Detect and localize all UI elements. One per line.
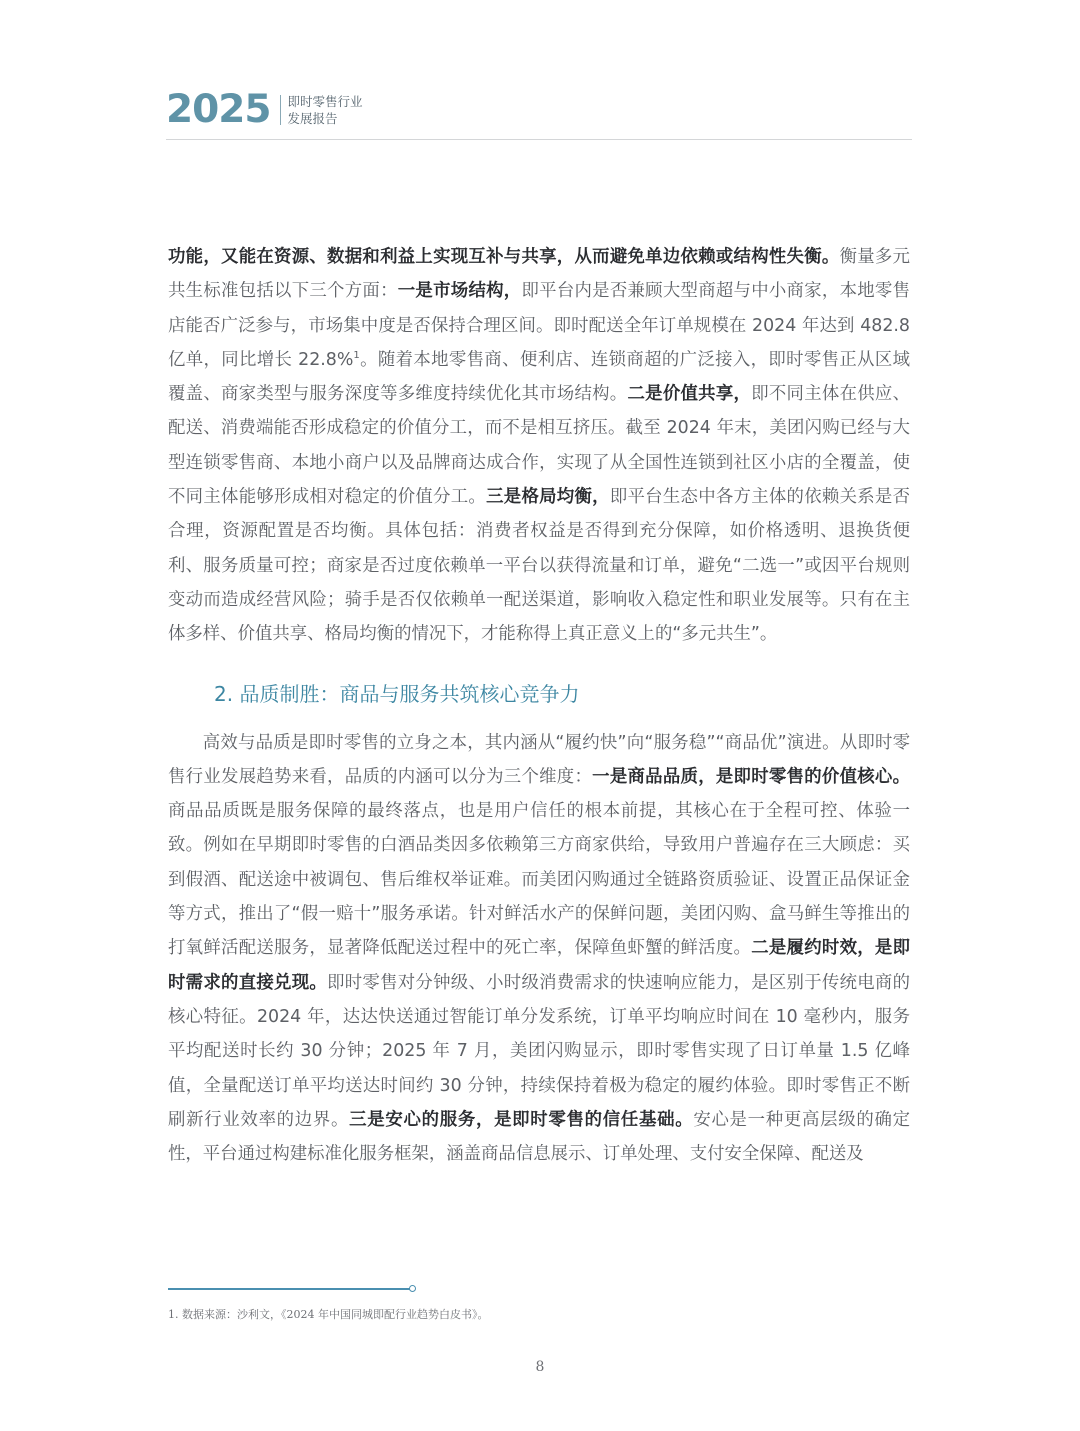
report-year: 2025 xyxy=(166,87,271,132)
section-heading: 2. 品质制胜：商品与服务共筑核心竞争力 xyxy=(214,681,580,706)
bold-product-quality: 一是商品品质，是即时零售的价值核心。 xyxy=(592,766,910,787)
header-divider xyxy=(280,95,281,125)
page-body xyxy=(168,240,910,1171)
footnote: 1. 数据来源：沙利文，《2024 年中国同城即配行业趋势白皮书》。 xyxy=(168,1308,489,1321)
footnote-rule xyxy=(168,1288,410,1290)
bold-reliable-service: 三是安心的服务，是即时零售的信任基础。 xyxy=(349,1109,694,1130)
text-span: 。随着本地零售商、便利店、连锁商超的广泛接入，即时零售正从区域覆盖、商家类型与服务深度等多维度持续优化其市场结构。 xyxy=(168,349,910,405)
page-number: 8 xyxy=(535,1359,545,1375)
paragraph-diversity xyxy=(168,240,910,652)
text-span: 商品品质既是服务保障的最终落点，也是用户信任的根本前提，其核心在于全程可控、体验一致。例如在早期即时零售的白酒品类因多依赖第三方商家供给，导致用户普遍存在三大顾虑：买到假酒、配送途中被调包、售后维权举证难。而美团闪购通过全链路资质验证、设置正品保证金等方式，推出了“假一赔十”服务承诺。针对鲜活水产的保鲜问题，美团闪购、盒马鲜生等推出的打氧鲜活配送服务，显著降低配送过程中的死亡率，保障鱼虾蟹的鲜活度。 xyxy=(168,801,910,959)
report-header xyxy=(166,88,363,132)
paragraph-quality xyxy=(168,726,910,1172)
footnote-ref[interactable]: 1 xyxy=(353,350,360,362)
header-rule xyxy=(166,139,912,140)
text-span: 即平台内是否兼顾大型商超与中小商家，本地零售店能否广泛参与，市场集中度是否保持合理区间。即时配送全年订单规模在 2024 年达到 482.8 亿单，同比增长 22.8% xyxy=(168,281,910,370)
report-title-line1: 即时零售行业 xyxy=(287,94,363,109)
bold-value-sharing: 二是价值共享， xyxy=(627,384,752,405)
report-title-line2: 发展报告 xyxy=(287,111,338,126)
footnote-rule-dot xyxy=(409,1285,416,1292)
bold-fulfillment: 二是履约时效，是即时需求的直接兑现。 xyxy=(168,938,910,993)
text-span: 即时零售对分钟级、小时级消费需求的快速响应能力，是区别于传统电商的核心特征。2024 年，达达快送通过智能订单分发系统，订单平均响应时间在 10 毫秒内，服务平均配送时长约 30 分钟；2025 年 7 月，美团闪购显示，即时零售实现了日订单量 1.5 亿峰值，全量配送订单平均送达时间约 30 分钟，持续保持着极为稳定的履约体验。即时零售正不断刷新行业效率的边界。 xyxy=(168,972,910,1130)
text-span: 即平台生态中各方主体的依赖关系是否合理，资源配置是否均衡。具体包括：消费者权益是否得到充分保障，如价格透明、退换货便利、服务质量可控；商家是否过度依赖单一平台以获得流量和订单，避免“二选一”或因平台规则变动而造成经营风险；骑手是否仅依赖单一配送渠道，影响收入稳定性和职业发展等。只有在主体多样、价值共享、格局均衡的情况下，才能称得上真正意义上的“多元共生”。 xyxy=(168,487,910,645)
bold-lead: 功能，又能在资源、数据和利益上实现互补与共享，从而避免单边依赖或结构性失衡。 xyxy=(168,247,840,267)
text-span: 安心是一种更高层级的确定性，平台通过构建标准化服务框架，涵盖商品信息展示、订单处理、支付安全保障、配送及 xyxy=(168,1109,910,1165)
text-span: 即不同主体在供应、配送、消费端能否形成稳定的价值分工，而不是相互挤压。截至 2024 年末，美团闪购已经与大型连锁零售商、本地小商户以及品牌商达成合作，实现了从全国性连锁到社区小店的全覆盖，使不同主体能够形成相对稳定的价值分工。 xyxy=(168,384,910,508)
text-span: 衡量多元共生标准包括以下三个方面： xyxy=(168,247,910,302)
text-span: 高效与品质是即时零售的立身之本，其内涵从“履约快”向“服务稳”“商品优”演进。从即时零售行业发展趋势来看，品质的内涵可以分为三个维度： xyxy=(168,732,910,787)
bold-balanced-pattern: 三是格局均衡， xyxy=(486,487,610,508)
bold-market-structure: 一是市场结构， xyxy=(397,281,522,302)
report-title xyxy=(288,93,363,127)
